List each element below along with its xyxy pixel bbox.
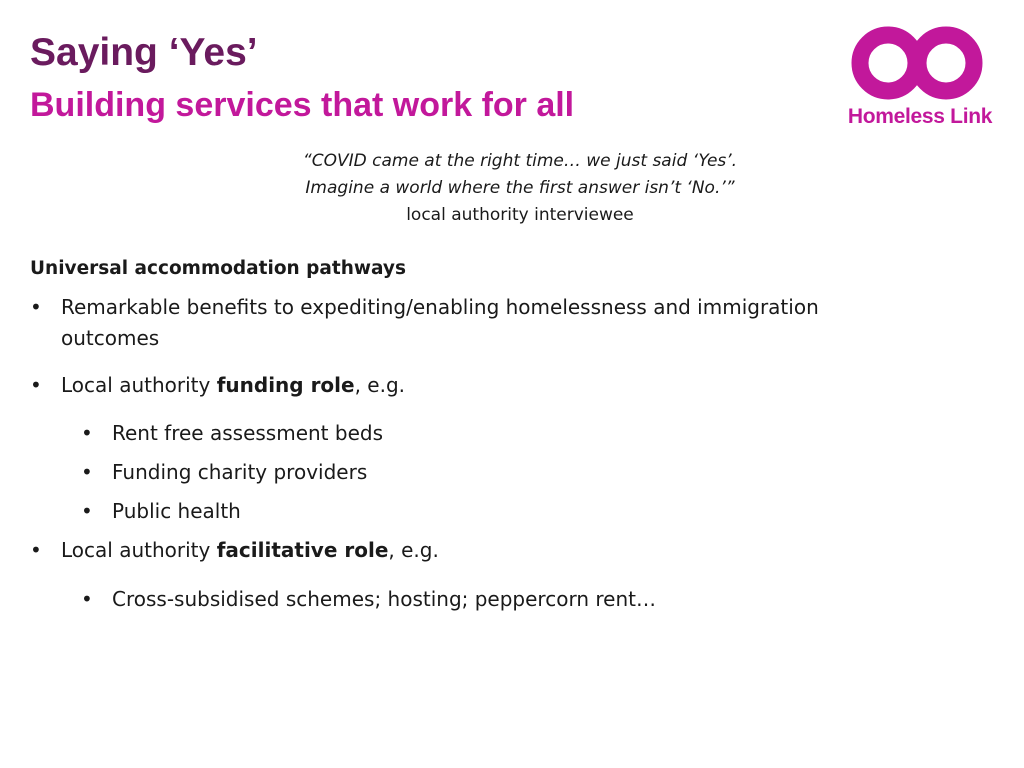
section-heading: Universal accommodation pathways [30, 258, 406, 279]
quote-attribution: local authority interviewee [406, 205, 634, 225]
logo-rings-icon [836, 24, 1004, 104]
bullet-icon: • [81, 460, 93, 484]
sub-bullet-text: Funding charity providers [112, 460, 368, 484]
bullet-icon: • [30, 538, 42, 562]
sub-bullet-text: Public health [112, 499, 241, 523]
bullet-text-prefix: Local authority [61, 373, 217, 397]
bullet-text-prefix: Local authority [61, 538, 217, 562]
bullet-icon: • [30, 373, 42, 397]
quote-line-1: “COVID came at the right time… we just said ‘Yes’. [302, 151, 738, 171]
logo-text: Homeless Link [847, 105, 993, 128]
bullet-text-suffix: , e.g. [354, 373, 406, 397]
bullet-text-suffix: , e.g. [388, 538, 439, 562]
bullet-icon: • [81, 421, 93, 445]
sub-bullet-text: Rent free assessment beds [112, 421, 383, 445]
bullet-text [61, 370, 405, 401]
bullet-text-bold: funding role [216, 373, 355, 397]
quote-block [230, 148, 810, 229]
bullet-icon: • [30, 295, 42, 319]
bullet-text-bold: facilitative role [216, 538, 389, 562]
quote-line-2: Imagine a world where the first answer isn’t ‘No.’” [305, 178, 735, 198]
sub-bullet-text: Cross-subsidised schemes; hosting; peppercorn rent… [112, 587, 656, 611]
homeless-link-logo [836, 24, 1004, 134]
bullet-icon: • [81, 499, 93, 523]
page-title: Saying ‘Yes’ [30, 31, 258, 74]
page-subtitle: Building services that work for all [30, 86, 575, 124]
bullet-icon: • [81, 587, 93, 611]
bullet-text [61, 535, 439, 566]
bullet-text: Remarkable benefits to expediting/enabling homelessness and immigration outcomes [61, 295, 819, 350]
